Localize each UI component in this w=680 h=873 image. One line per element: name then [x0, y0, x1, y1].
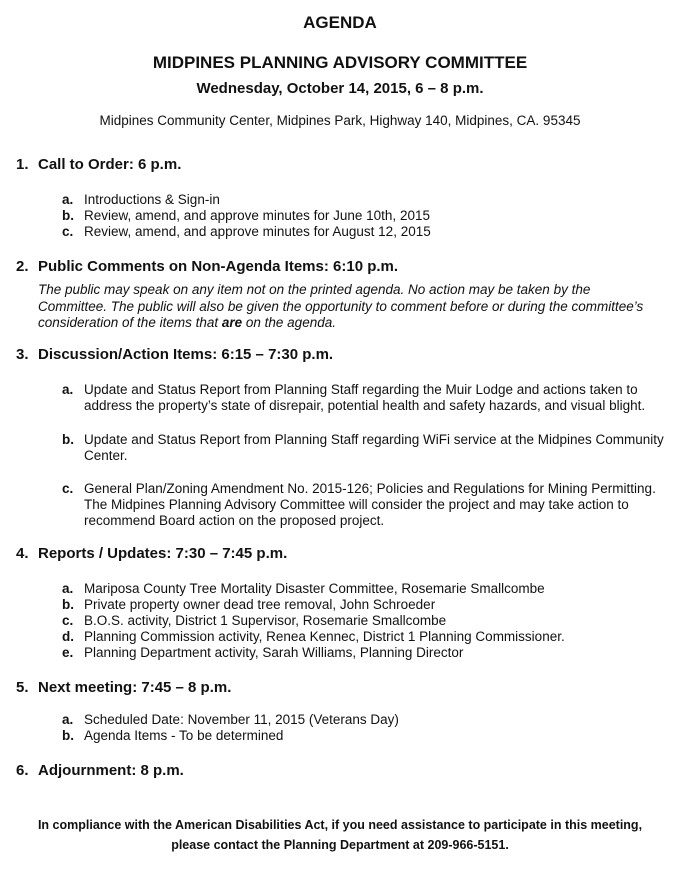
ada-notice-line: please contact the Planning Department at 209-966-5151.: [171, 838, 509, 852]
public-comment-note: The public may speak on any item not on the printed agenda. No action may be taken by the Committee. The public will also be given the opportunity to comment before or during the committee’s consideration of the items that are on the agenda.: [38, 282, 644, 330]
agenda-item: c. Review, amend, and approve minutes for August 12, 2015: [62, 224, 431, 239]
section-number: 2.: [16, 258, 29, 275]
ada-notice: [0, 815, 680, 855]
document-title: AGENDA: [303, 13, 377, 32]
section-title: Next meeting: 7:45 – 8 p.m.: [38, 679, 232, 696]
agenda-item: c. B.O.S. activity, District 1 Supervisor, Rosemarie Smallcombe: [62, 613, 447, 628]
section-reports-updates: [16, 545, 287, 562]
meeting-location: Midpines Community Center, Midpines Park, Highway 140, Midpines, CA. 95345: [99, 113, 581, 128]
agenda-item: b. Private property owner dead tree removal, John Schroeder: [62, 597, 436, 612]
section-number: 6.: [16, 762, 29, 779]
section-next-meeting: [16, 679, 231, 696]
agenda-item: b. Review, amend, and approve minutes for June 10th, 2015: [62, 208, 430, 223]
ada-notice-line: In compliance with the American Disabilities Act, if you need assistance to participate in this meeting,: [37, 818, 643, 832]
agenda-item: e. Planning Department activity, Sarah Williams, Planning Director: [62, 645, 464, 660]
committee-name: MIDPINES PLANNING ADVISORY COMMITTEE: [152, 53, 528, 72]
agenda-item: d. Planning Commission activity, Renea Kennec, District 1 Planning Commissioner.: [62, 629, 565, 644]
section-title: Adjournment: 8 p.m.: [38, 762, 184, 779]
agenda-item: a. Update and Status Report from Planning Staff regarding the Muir Lodge and actions taken to address the property’s state of disrepair, potential health and safety hazards, and visual blight.: [62, 382, 646, 413]
section-title: Public Comments on Non-Agenda Items: 6:10 p.m.: [38, 258, 399, 275]
section-call-to-order: [16, 156, 181, 173]
meeting-datetime: Wednesday, October 14, 2015, 6 – 8 p.m.: [196, 80, 484, 97]
section-discussion-action: [16, 346, 333, 363]
section-title: Discussion/Action Items: 6:15 – 7:30 p.m.: [38, 346, 334, 363]
section-title: Call to Order: 6 p.m.: [38, 156, 182, 173]
section-public-comments: [16, 258, 398, 275]
agenda-item: b. Update and Status Report from Planning Staff regarding WiFi service at the Midpines Community Center.: [62, 432, 664, 463]
section-number: 5.: [16, 679, 29, 696]
section-number: 4.: [16, 545, 29, 562]
section-title: Reports / Updates: 7:30 – 7:45 p.m.: [38, 545, 288, 562]
agenda-item: c. General Plan/Zoning Amendment No. 2015-126; Policies and Regulations for Mining Permitting. The Midpines Planning Advisory Committee will consider the project and may take action to recommend Board action on the proposed project.: [62, 481, 656, 528]
section-adjournment: [16, 762, 184, 779]
section-number: 1.: [16, 156, 29, 173]
section-number: 3.: [16, 346, 29, 363]
agenda-item: a. Introductions & Sign-in: [62, 192, 220, 207]
agenda-item: b. Agenda Items - To be determined: [62, 728, 284, 743]
agenda-item: a. Mariposa County Tree Mortality Disaster Committee, Rosemarie Smallcombe: [62, 581, 545, 596]
agenda-item: a. Scheduled Date: November 11, 2015 (Veterans Day): [62, 712, 399, 727]
